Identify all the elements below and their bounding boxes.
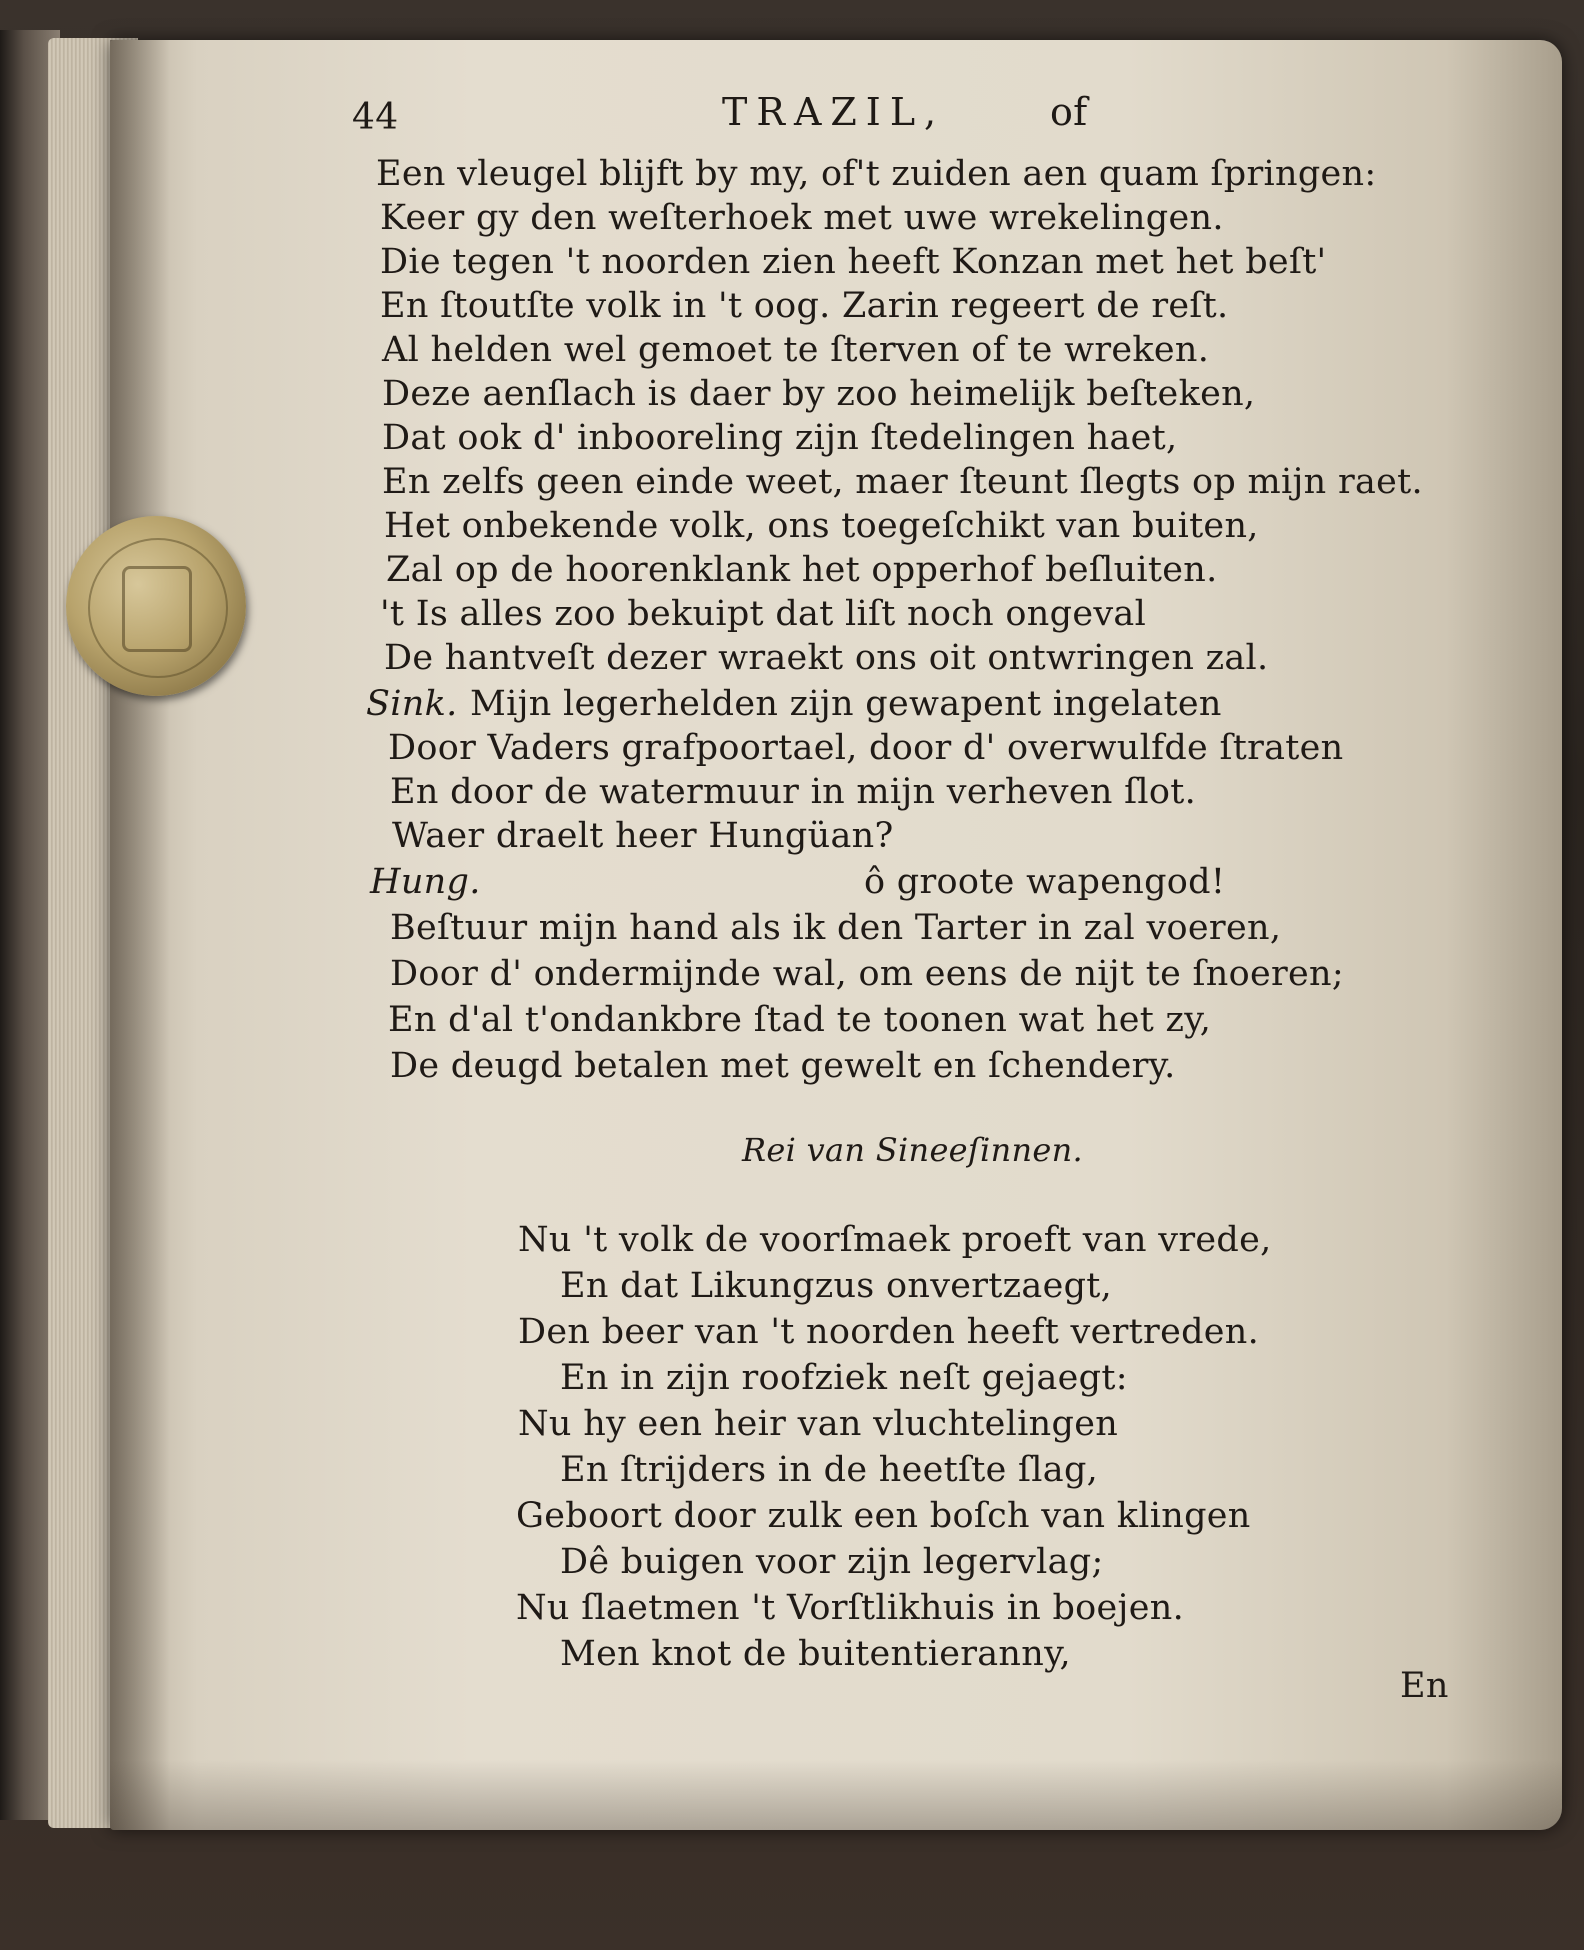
- speaker-label: Sink.: [366, 684, 458, 724]
- spine-shadow: [110, 40, 170, 1830]
- chorus-line: Nu hy een heir van vluchtelingen: [518, 1404, 1119, 1444]
- running-title: TRAZIL,: [722, 90, 946, 134]
- verse-line: Zal op de hoorenklank het opperhof beſluiten.: [386, 550, 1218, 590]
- speaker-label: Hung.: [370, 862, 481, 902]
- page-number: 44: [352, 97, 399, 138]
- verse-line: Door d' ondermijnde wal, om eens de nijt te ſnoeren;: [390, 954, 1344, 994]
- verse-line: Die tegen 't noorden zien heeft Konzan met het beſt': [380, 242, 1327, 282]
- coin-image: [66, 516, 246, 696]
- chorus-line: En ſtrijders in de heetſte ſlag,: [560, 1450, 1099, 1490]
- verse-line: En zelfs geen einde weet, maer ſteunt ſlegts op mijn raet.: [382, 462, 1423, 502]
- verse-line: 't Is alles zoo bekuipt dat liſt noch ongeval: [380, 594, 1147, 634]
- verse-line: En ſtoutſte volk in 't oog. Zarin regeert de reſt.: [380, 286, 1229, 326]
- verse-line: Door Vaders grafpoortael, door d' overwulfde ſtraten: [388, 728, 1344, 768]
- chorus-line: Nu ſlaetmen 't Vorſtlikhuis in boejen.: [516, 1588, 1184, 1628]
- verse-line: De deugd betalen met gewelt en ſchendery.: [390, 1046, 1176, 1086]
- verse-line: Keer gy den weſterhoek met uwe wrekelingen.: [380, 198, 1224, 238]
- verse-line: Deze aenſlach is daer by zoo heimelijk beſteken,: [382, 374, 1256, 414]
- chorus-line: Geboort door zulk een boſch van klingen: [516, 1496, 1251, 1536]
- chorus-line: Dê buigen voor zijn legervlag;: [560, 1542, 1104, 1582]
- verse-line: Het onbekende volk, ons toegeſchikt van buiten,: [384, 506, 1259, 546]
- verse-line: En door de watermuur in mijn verheven ſlot.: [390, 772, 1197, 812]
- chorus-line: Den beer van 't noorden heeft vertreden.: [518, 1312, 1260, 1352]
- verse-line: Mijn legerhelden zijn gewapent ingelaten: [470, 684, 1222, 724]
- verse-line: Een vleugel blijft by my, of't zuiden aen quam ſpringen:: [376, 154, 1377, 194]
- verse-line: Dat ook d' inbooreling zijn ſtedelingen haet,: [382, 418, 1178, 458]
- chorus-line: En dat Likungzus onvertzaegt,: [560, 1266, 1113, 1306]
- verse-line: En d'al t'ondankbre ſtad te toonen wat het zy,: [388, 1000, 1212, 1040]
- verse-line: De hantveſt dezer wraekt ons oit ontwringen zal.: [384, 638, 1269, 678]
- running-title-suffix: of: [1050, 90, 1088, 134]
- catchword: En: [1400, 1666, 1449, 1706]
- coin-emblem: [122, 566, 192, 652]
- chorus-line: En in zijn roofziek neſt gejaegt:: [560, 1358, 1128, 1398]
- verse-line: Al helden wel gemoet te ſterven of te wreken.: [382, 330, 1210, 370]
- verse-line: Beſtuur mijn hand als ik den Tarter in zal voeren,: [390, 908, 1282, 948]
- page-bottom-shade: [110, 1760, 1562, 1830]
- verse-line: Waer draelt heer Hungüan?: [392, 816, 894, 856]
- chorus-heading: Rei van Sineeſinnen.: [742, 1131, 1084, 1169]
- chorus-line: Men knot de buitentieranny,: [560, 1634, 1071, 1674]
- verse-line: ô groote wapengod!: [864, 862, 1226, 902]
- chorus-line: Nu 't volk de voorſmaek proeft van vrede,: [518, 1220, 1272, 1260]
